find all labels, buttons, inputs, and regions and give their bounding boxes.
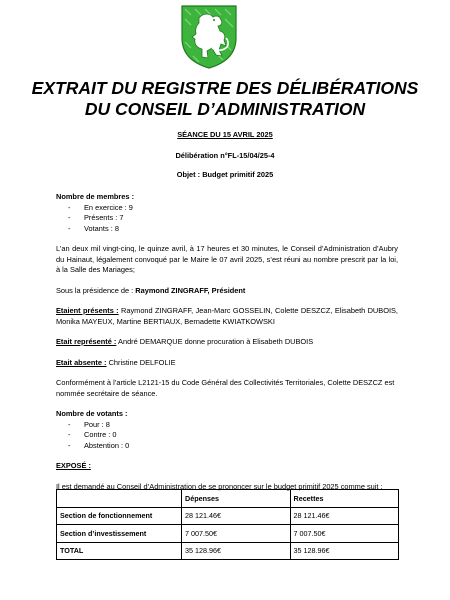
list-item: - En exercice : 9 xyxy=(68,202,133,212)
expose-text: Il est demandé au Conseil d’Administration de se prononcer sur le budget primitif 2025 comme suit : xyxy=(56,481,383,491)
votes-heading: Nombre de votants : xyxy=(56,409,128,418)
represente-line: Etait représenté : André DEMARQUE donne procuration à Elisabeth DUBOIS xyxy=(56,337,314,346)
deliberation-subject: Objet : Budget primitif 2025 xyxy=(176,170,274,179)
table-row xyxy=(57,542,399,560)
table-cell: 7 007.50€ xyxy=(182,525,291,543)
table-cell: 35 128.96€ xyxy=(290,542,399,560)
table-header-row xyxy=(57,490,399,508)
presents-paragraph: Etaient présents : Raymond ZINGRAFF, Jean-Marc GOSSELIN, Colette DESZCZ, Elisabeth DUBOIS, Monika MAYEUX, Martine BERTIAUX, Bernadette KWIATKOWSKI xyxy=(56,306,398,326)
table-header-cell xyxy=(57,490,182,508)
seance-date: SÉANCE DU 15 AVRIL 2025 xyxy=(177,130,273,139)
table-cell: 28 121.46€ xyxy=(290,507,399,525)
table-cell: Section d’investissement xyxy=(57,525,182,543)
table-cell: TOTAL xyxy=(57,542,182,560)
deliberation-number: Délibération n°FL-15/04/25-4 xyxy=(175,151,275,160)
members-heading: Nombre de membres : xyxy=(56,192,135,201)
document-body xyxy=(56,192,398,492)
table-header-cell: Recettes xyxy=(290,490,399,508)
list-item: - Pour : 8 xyxy=(68,419,110,429)
title-line-1: EXTRAIT DU REGISTRE DES DÉLIBÉRATIONS xyxy=(31,78,419,98)
coat-of-arms-lion-icon xyxy=(179,4,239,70)
table-cell: Section de fonctionnement xyxy=(57,507,182,525)
document-title xyxy=(0,78,450,120)
table-row xyxy=(57,525,399,543)
expose-heading: EXPOSÉ : xyxy=(56,461,91,470)
table-row xyxy=(57,507,399,525)
list-item: - Présents : 7 xyxy=(68,213,124,222)
list-item: - Votants : 8 xyxy=(68,223,119,233)
list-item: - Abstention : 0 xyxy=(68,440,130,450)
table-header-cell: Dépenses xyxy=(182,490,291,508)
votes-list xyxy=(56,420,398,452)
budget-table xyxy=(56,489,399,560)
intro-paragraph: L’an deux mil vingt-cinq, le quinze avril, à 17 heures et 30 minutes, le Conseil d’Administration d’Aubry du Hainaut, légalement convoqué par le Maire le 07 avril 2025, s’est réuni au nombre prescrit par la loi, à la Salle des Mariages; xyxy=(56,244,398,274)
title-line-2: DU CONSEIL D’ADMINISTRATION xyxy=(84,99,366,119)
members-list xyxy=(56,203,398,235)
presidence-line: Sous la présidence de : Raymond ZINGRAFF, Président xyxy=(56,285,246,295)
absente-line: Etait absente : Christine DELFOLIE xyxy=(56,357,176,367)
table-cell: 35 128.96€ xyxy=(182,542,291,560)
list-item: - Contre : 0 xyxy=(68,430,117,439)
table-cell: 28 121.46€ xyxy=(182,507,291,525)
table-cell: 7 007.50€ xyxy=(290,525,399,543)
secretaire-paragraph: Conformément à l’article L2121-15 du Code Général des Collectivités Territoriales, Colette DESZCZ est nommée secrétaire de séance. xyxy=(56,378,395,398)
